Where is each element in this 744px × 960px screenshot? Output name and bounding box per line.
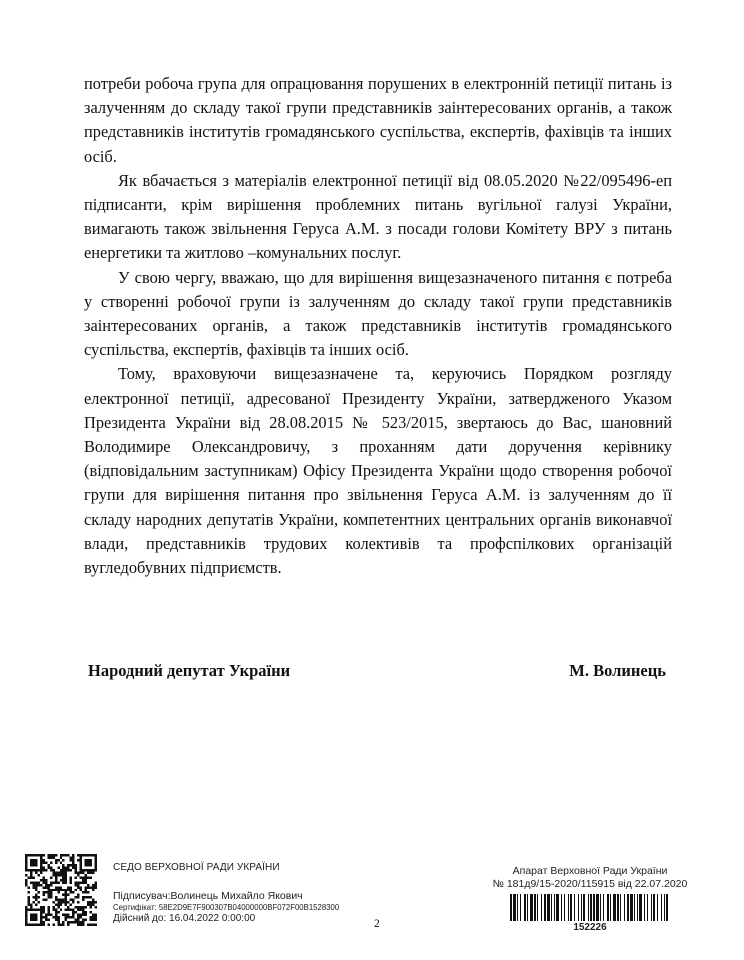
barcode-icon (510, 894, 670, 921)
signatory-position: Народний депутат України (88, 661, 291, 680)
signatory-name: М. Волинець (569, 661, 666, 680)
page-number: 2 (374, 918, 380, 930)
stamp-certificate: Сертифікат: 58E2D9E7F900307B04000000BF072F00B1528300 (113, 903, 340, 912)
registration-number: № 181д9/15-2020/115915 від 22.07.2020 (492, 878, 688, 890)
digital-signature-stamp (113, 862, 339, 924)
paragraph: У свою чергу, вважаю, що для вирішення вищезазначеного питання є потреба у створенні робочої групи із залученням до складу такої групи представників заінтересованих органів, а також представників інститутів громадянського суспільства, експертів, фахівців та інших осіб. (84, 267, 672, 360)
paragraph: Тому, враховуючи вищезазначене та, керуючись Порядком розгляду електронної петиції, адресованої Президенту України, затвердженого Указом Президента України від 28.08.2015 № 523/2015, звертаюсь до Вас, шановний Володимире Олександровичу, з проханням дати доручення керівнику (відповідальним заступникам) Офісу Президента України щодо створення робочої групи для вирішення питання про звільнення Геруса А.М. із залученням до її складу народних депутатів України, компетентних центральних органів виконавчої влади, представників трудових колективів та профспілкових організацій вугледобувних підприємств. (84, 364, 672, 578)
stamp-organization: СЕДО ВЕРХОВНОЇ РАДИ УКРАЇНИ (113, 862, 280, 873)
stamp-valid-until: Дійсний до: 16.04.2022 0:00:00 (113, 913, 256, 924)
paragraph: Як вбачається з матеріалів електронної петиції від 08.05.2020 №22/095496-еп підписанти, крім вирішення проблемних питань вугільної галузі України, вимагають також звільнення Геруса А.М. з посади голови Комітету ВРУ з питань енергетики та житлово –комунальних послуг. (84, 170, 672, 263)
letter-body (84, 72, 672, 580)
registration-stamp (470, 865, 710, 933)
paragraph: потреби робоча група для опрацювання порушених в електронній петиції питань із залученням до складу такої групи представників заінтересованих органів, а також представників інститутів громадянського суспільства, експертів, фахівців та інших осіб. (84, 74, 672, 166)
registration-office: Апарат Верховної Ради України (512, 865, 668, 877)
qr-code-icon (25, 854, 97, 926)
barcode-number: 152226 (573, 922, 607, 933)
stamp-signer: Підписувач:Волинець Михайло Якович (113, 890, 303, 902)
